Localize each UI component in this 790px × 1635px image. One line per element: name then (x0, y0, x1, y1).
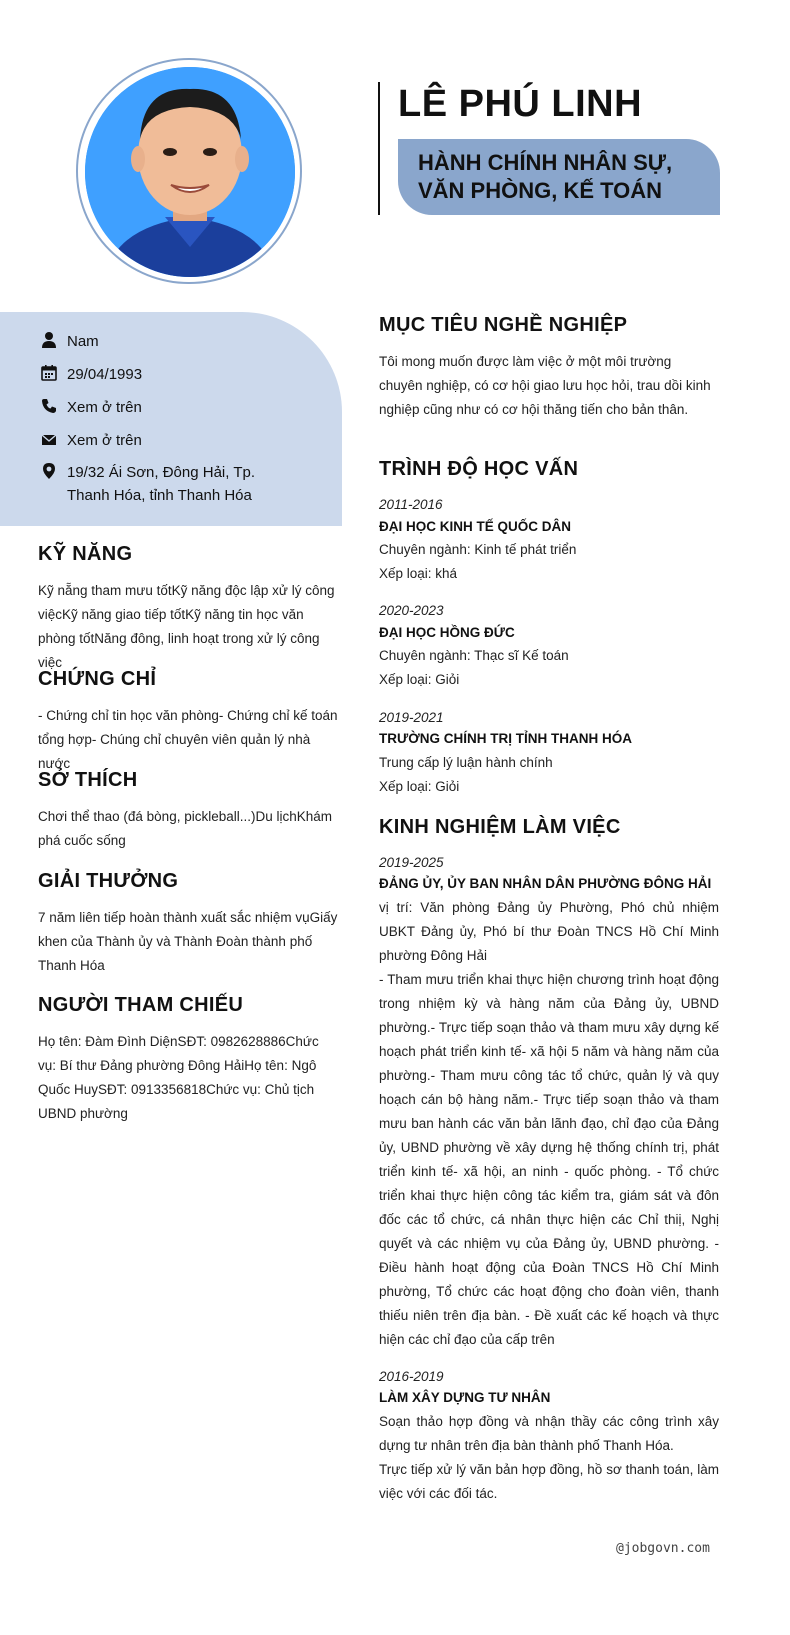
gender-value: Nam (67, 333, 99, 350)
objective-text: Tôi mong muốn được làm việc ở một môi trường chuyên nghiệp, có cơ hội giao lưu học hỏi, trau dồi kinh nghiệp cũng như có cơ hội thăng tiến cho bản thân. (379, 354, 711, 417)
education-major: Trung cấp lý luận hành chính (379, 755, 553, 770)
header-divider (378, 82, 380, 215)
certificates-text: - Chứng chỉ tin học văn phòng- Chứng chỉ kế toán tổng hợp- Chúng chỉ chuyên viên quản lý nhà nước (38, 708, 338, 771)
skills-title: KỸ NĂNG (38, 543, 133, 565)
experience-org: LÀM XÂY DỰNG TƯ NHÂN (379, 1390, 551, 1405)
education-major: Chuyên ngành: Thạc sĩ Kế toán (379, 648, 569, 663)
hobbies-title: SỞ THÍCH (38, 769, 138, 791)
candidate-name: LÊ PHÚ LINH (398, 83, 643, 125)
email-value: Xem ở trên (67, 432, 142, 449)
objective-title: MỤC TIÊU NGHỀ NGHIỆP (379, 314, 628, 336)
avatar-portrait (85, 67, 295, 277)
education-major: Chuyên ngành: Kinh tế phát triển (379, 542, 577, 557)
job-title-line1: HÀNH CHÍNH NHÂN SỰ, (418, 150, 673, 175)
awards-title: GIẢI THƯỞNG (38, 870, 179, 892)
experience-position: Soạn thảo hợp đồng và nhận thầy các công trình xây dựng tư nhân trên địa bàn thành phố Thanh Hóa. (379, 1414, 719, 1453)
birthdate-value: 29/04/1993 (67, 366, 143, 383)
contact-email (40, 429, 142, 452)
skills-text: Kỹ nẵng tham mưu tốtKỹ năng độc lập xử lý công việcKỹ năng giao tiếp tốtKỹ năng tin học văn phòng tốtNăng đông, linh hoạt trong xử lý công việc (38, 583, 335, 670)
education-period: 2019-2021 (379, 710, 444, 725)
education-grade: Xếp loại: khá (379, 566, 458, 581)
experience-period: 2019-2025 (379, 855, 444, 870)
contact-birthdate (40, 363, 142, 386)
address-line2: Thanh Hóa, tỉnh Thanh Hóa (67, 487, 252, 504)
experience-duties: - Tham mưu triển khai thực hiện chương trình hoạt động trong nhiệm kỳ và hàng năm của Đảng ủy, UBND phường.- Trực tiếp soạn thảo và tham mưu xây dựng kế hoạch phát triển kinh tế- xã hội 5 năm và hàng năm của phường.- Tham mưu công tác tổ chức, quản lý và quy hoạch cán bộ hàng năm.- Trực tiếp soạn thảo và tham mưu ban hành các văn bản lãnh đạo, chỉ đạo của Đảng ủy, UBND phường về xây dựng hệ thống chính trị, phát triển kinh tế- xã hội, an ninh - quốc phòng. - Tổ chức triển khai thực hiện công tác kiểm tra, giám sát và đôn đốc các tổ chức, cá nhân thực hiện các Chỉ thiị, Nghị quyết và các nhiệm vụ của Đảng ủy, UBND phường. - Điều hành hoạt động của Đoàn TNCS Hồ Chí Minh phường, Tổ chức các hoạt động cho đoàn viên, thanh thiếu niên trên địa bàn. - Đề xuất các kế hoạch và thực hiện các chỉ đạo của cấp trên (379, 972, 719, 1347)
experience-position: vị trí: Văn phòng Đảng ủy Phường, Phó chủ nhiệm UBKT Đảng ủy, Phó bí thư Đoàn TNCS Hồ Chí Minh phường Đông Hải (379, 900, 719, 963)
address-line1: 19/32 Ái Sơn, Đông Hải, Tp. (67, 464, 255, 481)
experience-org: ĐẢNG ỦY, ỦY BAN NHÂN DÂN PHƯỜNG ĐÔNG HẢI (379, 876, 712, 891)
contact-phone (40, 396, 142, 419)
job-title-box (398, 139, 720, 215)
job-title-line2: VĂN PHÒNG, KẾ TOÁN (418, 178, 663, 203)
experience-title: KINH NGHIỆM LÀM VIỆC (379, 816, 621, 838)
contact-address (40, 461, 255, 507)
mail-icon (40, 430, 58, 448)
education-school: TRƯỜNG CHÍNH TRỊ TỈNH THANH HÓA (379, 731, 632, 746)
hobbies-text: Chơi thể thao (đá bòng, pickleball...)Du lịchKhám phá cuốc sống (38, 809, 333, 848)
phone-value: Xem ở trên (67, 399, 142, 416)
awards-text: 7 năm liên tiếp hoàn thành xuất sắc nhiệm vụGiấy khen của Thành ủy và Thành Đoàn thành phố Thanh Hóa (38, 910, 338, 973)
education-grade: Xếp loại: Giỏi (379, 672, 460, 687)
contact-gender (40, 330, 99, 353)
references-text: Họ tên: Đàm Đình DiệnSĐT: 0982628886Chức vụ: Bí thư Đảng phường Đông HảiHọ tên: Ngô Quốc HuySĐT: 0913356818Chức vụ: Chủ tịch UBND phường (38, 1034, 319, 1121)
education-period: 2011-2016 (379, 497, 443, 512)
avatar (85, 67, 295, 277)
phone-icon (40, 397, 58, 415)
experience-period: 2016-2019 (379, 1369, 444, 1384)
person-icon (40, 331, 58, 349)
education-school: ĐẠI HỌC KINH TẾ QUỐC DÂN (379, 519, 571, 534)
experience-duties: Trực tiếp xử lý văn bản hợp đồng, hồ sơ thanh toán, làm việc với các đối tác. (379, 1462, 719, 1501)
footer-watermark: @jobgovn.com (616, 1541, 710, 1556)
education-grade: Xếp loại: Giỏi (379, 779, 460, 794)
education-title: TRÌNH ĐỘ HỌC VẤN (379, 458, 579, 480)
education-period: 2020-2023 (379, 603, 444, 618)
references-title: NGƯỜI THAM CHIẾU (38, 994, 244, 1016)
address-value (67, 461, 255, 507)
certificates-title: CHỨNG CHỈ (38, 668, 157, 690)
location-icon (40, 462, 58, 480)
calendar-icon (40, 364, 58, 382)
education-school: ĐẠI HỌC HỒNG ĐỨC (379, 625, 515, 640)
